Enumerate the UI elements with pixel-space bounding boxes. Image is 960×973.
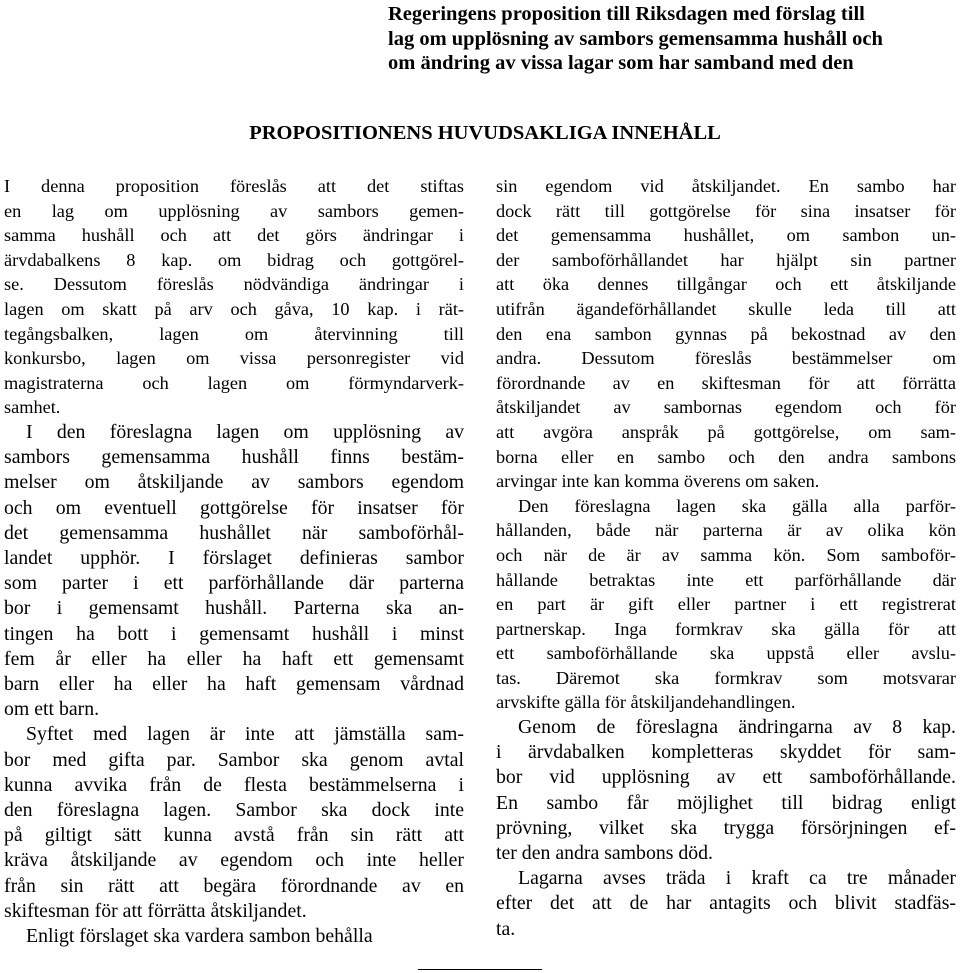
- text-line: lagen om skatt på arv och gåva, 10 kap. i rät-: [4, 298, 464, 319]
- text-line: i ärvdabalken kompletteras skyddet för sam-: [496, 741, 956, 764]
- text-line: barn eller ha eller ha haft gemensam vårdnad: [4, 672, 464, 695]
- text-line: prövning, vilket ska trygga försörjningen ef-: [496, 816, 956, 839]
- text-line: och om eventuell gottgörelse för insatser för: [4, 496, 464, 519]
- paragraph: [496, 715, 956, 866]
- text-line: tingen ha bott i gemensamt hushåll i minst: [4, 622, 464, 645]
- text-line: det gemensamma hushållet, om sambon un-: [496, 225, 956, 246]
- text-line: hållanden, både när parterna är av olika kön: [496, 520, 956, 541]
- right-column: [496, 174, 956, 942]
- text-line: der samboförhållandet har hjälpt sin partner: [496, 249, 956, 270]
- text-line: andra. Dessutom föreslås bestämmelser om: [496, 348, 956, 369]
- text-line: att avgöra anspråk på gottgörelse, om sam-: [496, 421, 956, 442]
- paragraph: [4, 924, 464, 949]
- text-line: Den föreslagna lagen ska gälla alla parför-: [518, 495, 956, 516]
- text-line: kräva åtskiljande av egendom och inte heller: [4, 849, 464, 872]
- text-line: en lag om upplösning av sambors gemen-: [4, 200, 464, 221]
- document-title: [388, 2, 958, 76]
- text-line: utifrån ägandeförhållandet skulle leda till att: [496, 298, 956, 319]
- text-line: sin egendom vid åtskiljandet. En sambo har: [496, 176, 956, 196]
- text-line: att öka dennes tillgångar och ett åtskiljande: [496, 274, 956, 295]
- text-line: En sambo får möjlighet till bidrag enligt: [496, 791, 956, 814]
- text-line: I den föreslagna lagen om upplösning av: [26, 420, 464, 443]
- text-line: på giltigt sätt kunna avstå från sin rätt att: [4, 824, 464, 847]
- text-line: partnerskap. Inga formkrav ska gälla för att: [496, 618, 956, 639]
- text-line: hållande betraktas inte ett parförhållande där: [496, 569, 956, 590]
- text-line: tas. Däremot ska formkrav som motsvarar: [496, 667, 956, 688]
- text-line: Syftet med lagen är inte att jämställa sam-: [26, 723, 464, 746]
- text-line: efter det att de har antagits och blivit stadfäs-: [496, 892, 956, 915]
- text-line: den föreslagna lagen. Sambor ska dock inte: [4, 798, 464, 821]
- text-line: Lagarna avses träda i kraft ca tre månader: [518, 867, 956, 890]
- section-heading: PROPOSITIONENS HUVUDSAKLIGA INNEHÅLL: [249, 122, 721, 144]
- title-line: om ändring av vissa lagar som har samband med den: [388, 52, 854, 74]
- text-line: borna eller en sambo och den andra sambons: [496, 446, 956, 467]
- footnote-divider: [418, 969, 542, 970]
- text-line: samma hushåll och att det görs ändringar i: [4, 225, 464, 246]
- paragraph: [4, 174, 464, 420]
- paragraph: [496, 494, 956, 715]
- text-line: samhet.: [4, 397, 61, 418]
- text-line: melser om åtskiljande av sambors egendom: [4, 471, 464, 494]
- text-line: och när de är av samma kön. Som samboför-: [496, 544, 956, 565]
- text-line: bor vid upplösning av ett samboförhållande.: [496, 766, 956, 789]
- text-line: tegångsbalken, lagen om återvinning till: [4, 323, 464, 344]
- text-line: en part är gift eller partner i ett registrerat: [496, 594, 956, 615]
- text-line: ett samboförhållande ska uppstå eller avslu-: [496, 643, 956, 664]
- text-line: fem år eller ha eller ha haft ett gemensamt: [4, 647, 464, 670]
- text-line: se. Dessutom föreslås nödvändiga ändringar i: [4, 274, 464, 295]
- text-line: ter den andra sambons död.: [496, 842, 713, 865]
- text-line: från sin rätt att begära förordnande av en: [4, 874, 464, 897]
- text-line: konkursbo, lagen om vissa personregister vid: [4, 348, 464, 369]
- text-line: Enligt förslaget ska vardera sambon behålla: [26, 925, 373, 947]
- title-line: lag om upplösning av sambors gemensamma hushåll och: [388, 27, 883, 50]
- text-line: kunna avvika från de flesta bestämmelserna i: [4, 773, 464, 796]
- text-line: landet upphör. I förslaget definieras sambor: [4, 546, 464, 569]
- left-column: [4, 174, 464, 949]
- paragraph: [4, 722, 464, 924]
- text-line: den ena sambon gynnas på bekostnad av den: [496, 323, 956, 344]
- text-line: sambors gemensamma hushåll finns bestäm-: [4, 446, 464, 469]
- text-line: Genom de föreslagna ändringarna av 8 kap.: [518, 716, 956, 739]
- paragraph: [496, 866, 956, 942]
- text-line: det gemensamma hushållet när samboförhål-: [4, 521, 464, 544]
- text-line: bor med gifta par. Sambor ska genom avtal: [4, 748, 464, 771]
- text-line: åtskiljandet av sambornas egendom och för: [496, 397, 956, 418]
- text-line: skiftesman för att förrätta åtskiljandet.: [4, 899, 307, 922]
- text-line: om ett barn.: [4, 698, 100, 721]
- text-line: ta.: [496, 917, 516, 940]
- text-line: arvskifte gälla för åtskiljandehandlingen.: [496, 692, 796, 713]
- paragraph: [4, 420, 464, 722]
- paragraph: [496, 174, 956, 494]
- text-line: arvingar inte kan komma överens om saken.: [496, 471, 820, 492]
- text-line: förordnande av en skiftesman för att förrätta: [496, 372, 956, 393]
- text-line: som parter i ett parförhållande där parterna: [4, 572, 464, 595]
- text-line: bor i gemensamt hushåll. Parterna ska an-: [4, 597, 464, 620]
- title-line: Regeringens proposition till Riksdagen med förslag till: [388, 3, 865, 25]
- text-line: I denna proposition föreslås att det stiftas: [4, 176, 464, 196]
- text-line: magistraterna och lagen om förmyndarverk-: [4, 372, 464, 393]
- text-line: ärvdabalkens 8 kap. om bidrag och gottgörel-: [4, 249, 464, 270]
- text-line: dock rätt till gottgörelse för sina insatser för: [496, 200, 956, 221]
